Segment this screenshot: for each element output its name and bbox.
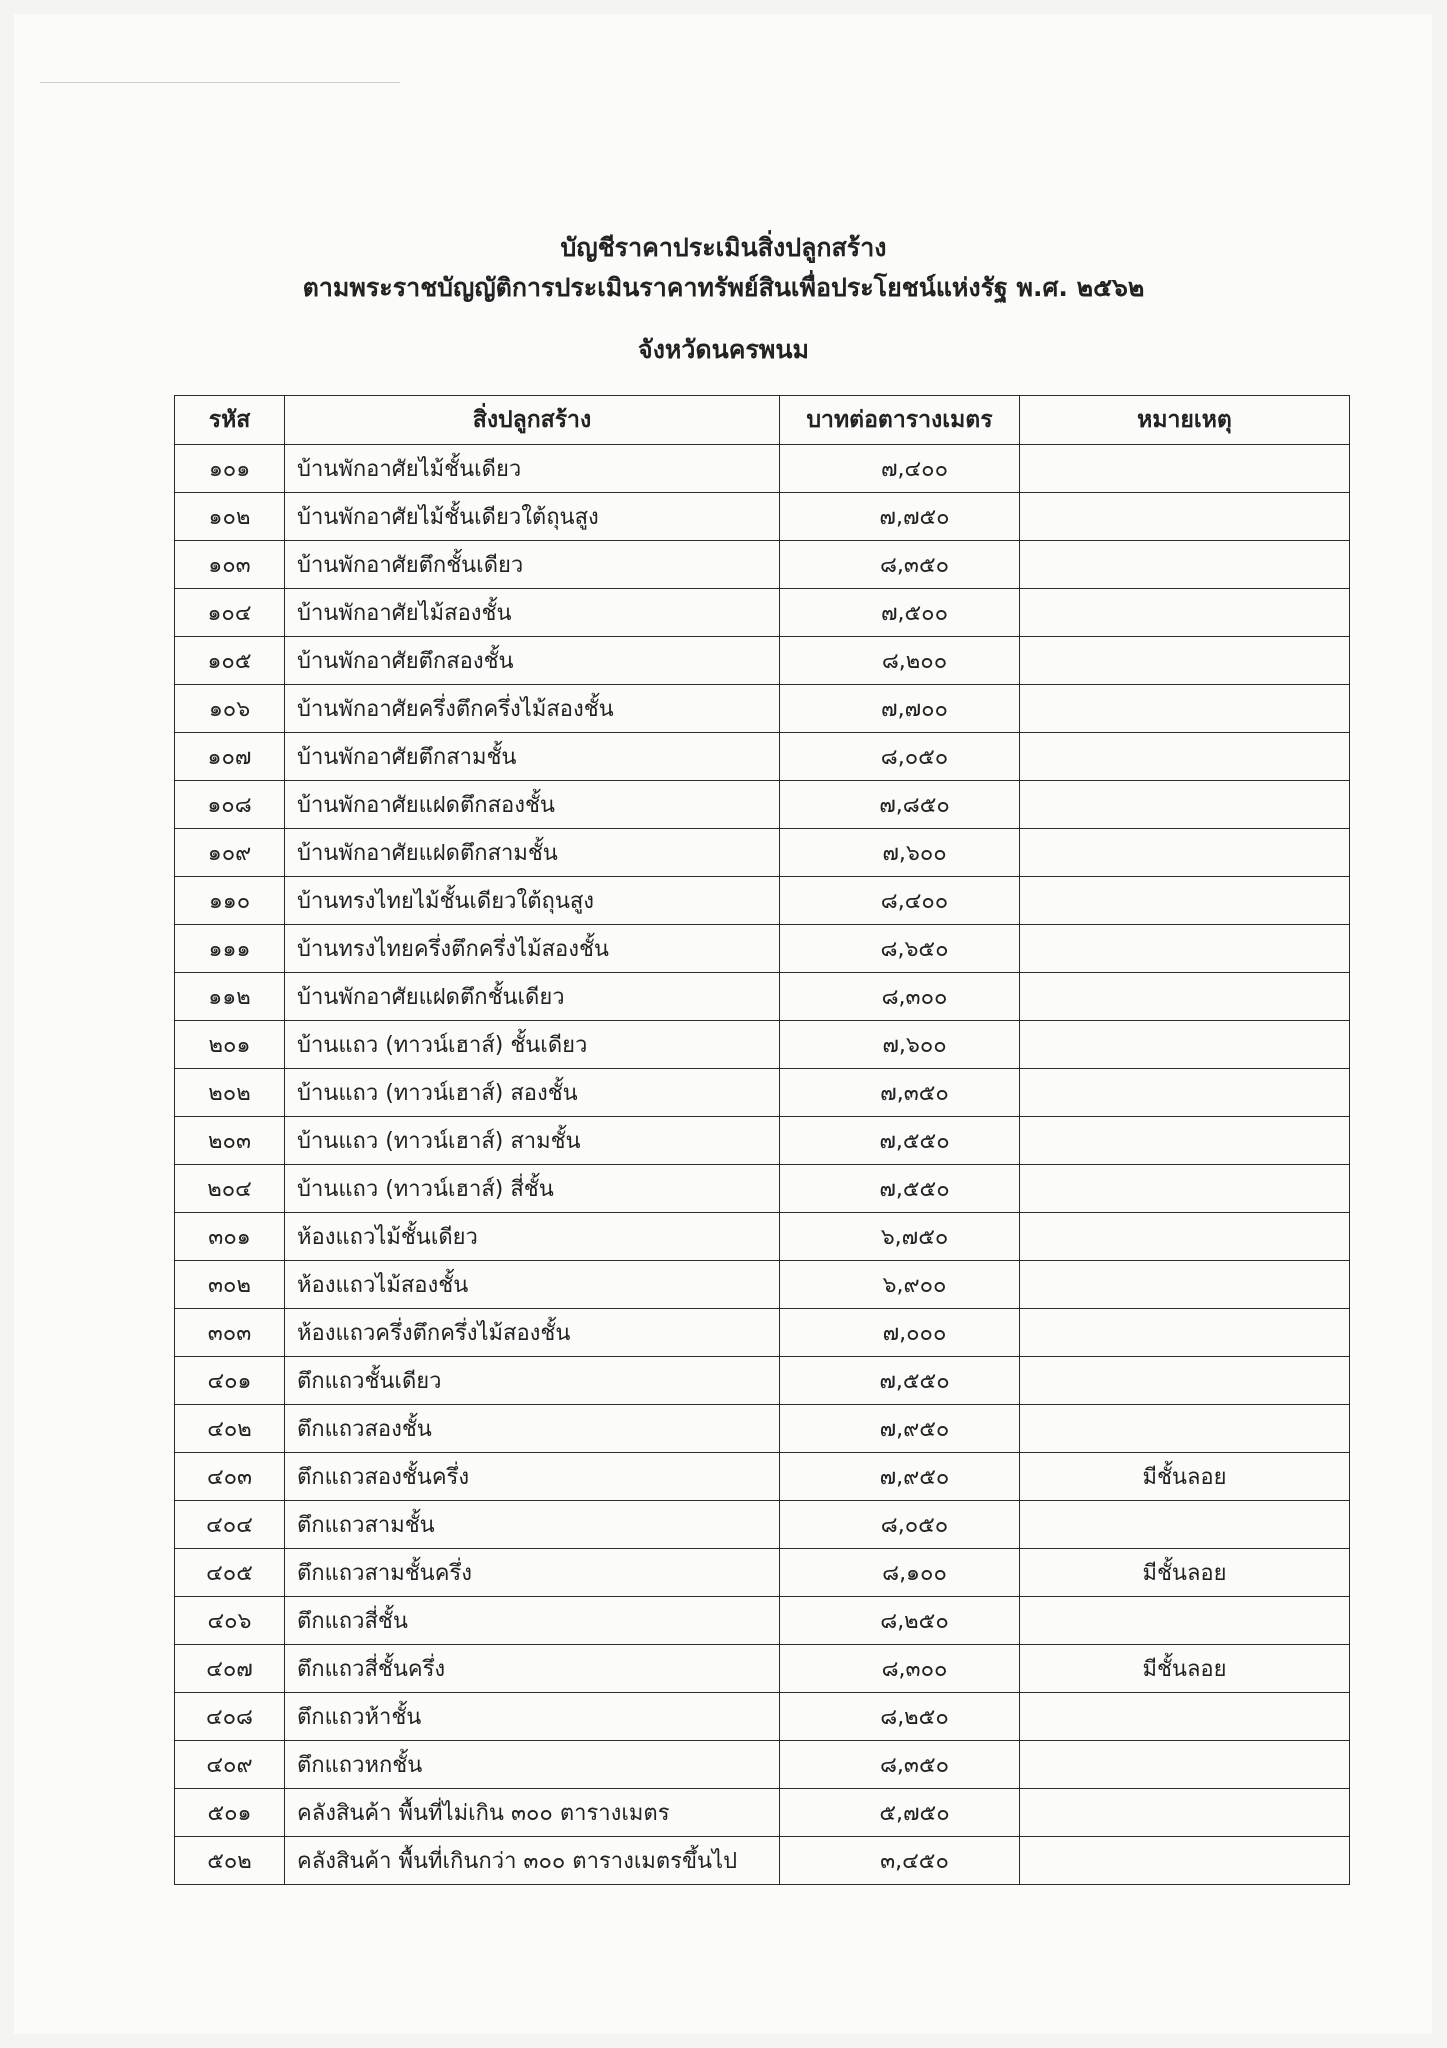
price-table [174,395,1350,1885]
cell-note [1020,829,1350,877]
cell-note [1020,1501,1350,1549]
table-row [175,1789,1350,1837]
cell-code: ๔๐๗ [175,1645,285,1693]
scan-artifact-line [40,82,400,83]
cell-code: ๔๐๑ [175,1357,285,1405]
cell-code: ๓๐๑ [175,1213,285,1261]
cell-code: ๑๐๔ [175,589,285,637]
cell-code: ๒๐๓ [175,1117,285,1165]
table-row [175,1837,1350,1885]
cell-note [1020,685,1350,733]
column-header-code: รหัส [175,396,285,445]
cell-note [1020,1165,1350,1213]
cell-code: ๔๐๘ [175,1693,285,1741]
cell-building: บ้านทรงไทยครึ่งตึกครึ่งไม้สองชั้น [285,925,780,973]
cell-code: ๓๐๓ [175,1309,285,1357]
cell-building: บ้านแถว (ทาวน์เฮาส์) ชั้นเดียว [285,1021,780,1069]
table-row [175,829,1350,877]
cell-price: ๘,๓๕๐ [780,1741,1020,1789]
cell-building: บ้านแถว (ทาวน์เฮาส์) สองชั้น [285,1069,780,1117]
column-header-price: บาทต่อตารางเมตร [780,396,1020,445]
cell-building: คลังสินค้า พื้นที่เกินกว่า ๓๐๐ ตารางเมตรขึ้นไป [285,1837,780,1885]
column-header-note: หมายเหตุ [1020,396,1350,445]
document-header [0,228,1447,370]
table-row [175,1453,1350,1501]
table-row [175,1069,1350,1117]
table-row [175,589,1350,637]
cell-note [1020,1789,1350,1837]
table-row [175,1261,1350,1309]
cell-building: บ้านพักอาศัยตึกสามชั้น [285,733,780,781]
cell-building: ตึกแถวห้าชั้น [285,1693,780,1741]
cell-building: บ้านพักอาศัยแฝดตึกชั้นเดียว [285,973,780,1021]
cell-building: บ้านแถว (ทาวน์เฮาส์) สี่ชั้น [285,1165,780,1213]
table-row [175,1405,1350,1453]
cell-building: บ้านพักอาศัยตึกชั้นเดียว [285,541,780,589]
cell-note [1020,925,1350,973]
cell-building: ห้องแถวครึ่งตึกครึ่งไม้สองชั้น [285,1309,780,1357]
cell-price: ๗,๕๐๐ [780,589,1020,637]
cell-building: บ้านพักอาศัยครึ่งตึกครึ่งไม้สองชั้น [285,685,780,733]
cell-price: ๗,๖๐๐ [780,829,1020,877]
cell-building: ตึกแถวสองชั้น [285,1405,780,1453]
cell-code: ๑๐๖ [175,685,285,733]
cell-code: ๓๐๒ [175,1261,285,1309]
cell-note [1020,1597,1350,1645]
cell-code: ๑๐๓ [175,541,285,589]
cell-code: ๕๐๒ [175,1837,285,1885]
cell-note: มีชั้นลอย [1020,1645,1350,1693]
cell-price: ๗,๙๕๐ [780,1453,1020,1501]
cell-note [1020,1405,1350,1453]
cell-building: บ้านพักอาศัยแฝดตึกสองชั้น [285,781,780,829]
table-row [175,925,1350,973]
column-header-building: สิ่งปลูกสร้าง [285,396,780,445]
cell-price: ๗,๗๕๐ [780,493,1020,541]
cell-building: บ้านพักอาศัยไม้ชั้นเดียว [285,445,780,493]
cell-building: ตึกแถวสามชั้น [285,1501,780,1549]
cell-code: ๔๐๖ [175,1597,285,1645]
cell-code: ๑๐๑ [175,445,285,493]
cell-price: ๘,๓๐๐ [780,973,1020,1021]
cell-code: ๔๐๒ [175,1405,285,1453]
cell-price: ๘,๑๐๐ [780,1549,1020,1597]
table-row [175,1501,1350,1549]
cell-price: ๖,๙๐๐ [780,1261,1020,1309]
table-row [175,1741,1350,1789]
cell-note [1020,877,1350,925]
cell-price: ๗,๖๐๐ [780,1021,1020,1069]
cell-price: ๗,๔๐๐ [780,445,1020,493]
cell-building: ห้องแถวไม้ชั้นเดียว [285,1213,780,1261]
table-header-row [175,396,1350,445]
table-row [175,1549,1350,1597]
cell-building: ตึกแถวชั้นเดียว [285,1357,780,1405]
cell-price: ๘,๐๕๐ [780,733,1020,781]
cell-note [1020,1741,1350,1789]
cell-note [1020,1213,1350,1261]
cell-price: ๗,๗๐๐ [780,685,1020,733]
cell-code: ๔๐๓ [175,1453,285,1501]
cell-note [1020,493,1350,541]
cell-code: ๑๐๗ [175,733,285,781]
cell-building: คลังสินค้า พื้นที่ไม่เกิน ๓๐๐ ตารางเมตร [285,1789,780,1837]
cell-code: ๕๐๑ [175,1789,285,1837]
cell-building: ตึกแถวสี่ชั้น [285,1597,780,1645]
cell-note [1020,973,1350,1021]
table-row [175,1597,1350,1645]
cell-building: ตึกแถวหกชั้น [285,1741,780,1789]
cell-code: ๑๑๐ [175,877,285,925]
cell-code: ๑๐๙ [175,829,285,877]
cell-price: ๗,๘๕๐ [780,781,1020,829]
cell-code: ๑๐๕ [175,637,285,685]
cell-code: ๑๑๒ [175,973,285,1021]
table-row [175,877,1350,925]
cell-building: บ้านพักอาศัยแฝดตึกสามชั้น [285,829,780,877]
table-row [175,1165,1350,1213]
cell-note [1020,733,1350,781]
cell-code: ๔๐๕ [175,1549,285,1597]
table-row [175,445,1350,493]
cell-price: ๘,๔๐๐ [780,877,1020,925]
cell-price: ๘,๖๕๐ [780,925,1020,973]
cell-price: ๗,๕๕๐ [780,1165,1020,1213]
cell-note [1020,1117,1350,1165]
cell-note [1020,1837,1350,1885]
cell-building: ตึกแถวสองชั้นครึ่ง [285,1453,780,1501]
cell-code: ๑๐๘ [175,781,285,829]
table-row [175,637,1350,685]
table-row [175,1021,1350,1069]
cell-note [1020,1021,1350,1069]
title-line-2: ตามพระราชบัญญัติการประเมินราคาทรัพย์สินเพื่อประโยชน์แห่งรัฐ พ.ศ. ๒๕๖๒ [302,273,1145,302]
table-row [175,781,1350,829]
cell-price: ๗,๕๕๐ [780,1357,1020,1405]
cell-note: มีชั้นลอย [1020,1549,1350,1597]
table-row [175,1357,1350,1405]
cell-note: มีชั้นลอย [1020,1453,1350,1501]
cell-note [1020,637,1350,685]
cell-building: ตึกแถวสี่ชั้นครึ่ง [285,1645,780,1693]
table-row [175,1693,1350,1741]
cell-price: ๘,๓๐๐ [780,1645,1020,1693]
cell-building: ห้องแถวไม้สองชั้น [285,1261,780,1309]
cell-price: ๘,๐๕๐ [780,1501,1020,1549]
cell-note [1020,1357,1350,1405]
table-row [175,1309,1350,1357]
cell-building: บ้านพักอาศัยตึกสองชั้น [285,637,780,685]
cell-price: ๘,๒๕๐ [780,1597,1020,1645]
cell-price: ๘,๒๐๐ [780,637,1020,685]
table-row [175,541,1350,589]
table-row [175,493,1350,541]
cell-building: บ้านพักอาศัยไม้ชั้นเดียวใต้ถุนสูง [285,493,780,541]
cell-price: ๗,๙๕๐ [780,1405,1020,1453]
cell-code: ๒๐๔ [175,1165,285,1213]
cell-code: ๑๐๒ [175,493,285,541]
cell-note [1020,445,1350,493]
cell-note [1020,541,1350,589]
cell-note [1020,781,1350,829]
table-row [175,1645,1350,1693]
cell-code: ๑๑๑ [175,925,285,973]
cell-building: บ้านทรงไทยไม้ชั้นเดียวใต้ถุนสูง [285,877,780,925]
cell-building: บ้านพักอาศัยไม้สองชั้น [285,589,780,637]
table-row [175,733,1350,781]
province-title: จังหวัดนครพนม [638,335,809,364]
table-body [175,445,1350,1885]
cell-price: ๗,๐๐๐ [780,1309,1020,1357]
cell-price: ๓,๔๕๐ [780,1837,1020,1885]
cell-code: ๔๐๙ [175,1741,285,1789]
cell-note [1020,1309,1350,1357]
cell-price: ๕,๗๕๐ [780,1789,1020,1837]
cell-price: ๖,๗๕๐ [780,1213,1020,1261]
table-row [175,973,1350,1021]
cell-note [1020,1693,1350,1741]
table-row [175,1117,1350,1165]
cell-price: ๘,๓๕๐ [780,541,1020,589]
cell-price: ๗,๕๕๐ [780,1117,1020,1165]
cell-building: ตึกแถวสามชั้นครึ่ง [285,1549,780,1597]
cell-code: ๔๐๔ [175,1501,285,1549]
cell-price: ๘,๒๕๐ [780,1693,1020,1741]
table-row [175,1213,1350,1261]
cell-price: ๗,๓๕๐ [780,1069,1020,1117]
cell-note [1020,589,1350,637]
table-row [175,685,1350,733]
cell-building: บ้านแถว (ทาวน์เฮาส์) สามชั้น [285,1117,780,1165]
cell-code: ๒๐๑ [175,1021,285,1069]
cell-code: ๒๐๒ [175,1069,285,1117]
title-line-1: บัญชีราคาประเมินสิ่งปลูกสร้าง [560,233,887,262]
cell-note [1020,1069,1350,1117]
cell-note [1020,1261,1350,1309]
